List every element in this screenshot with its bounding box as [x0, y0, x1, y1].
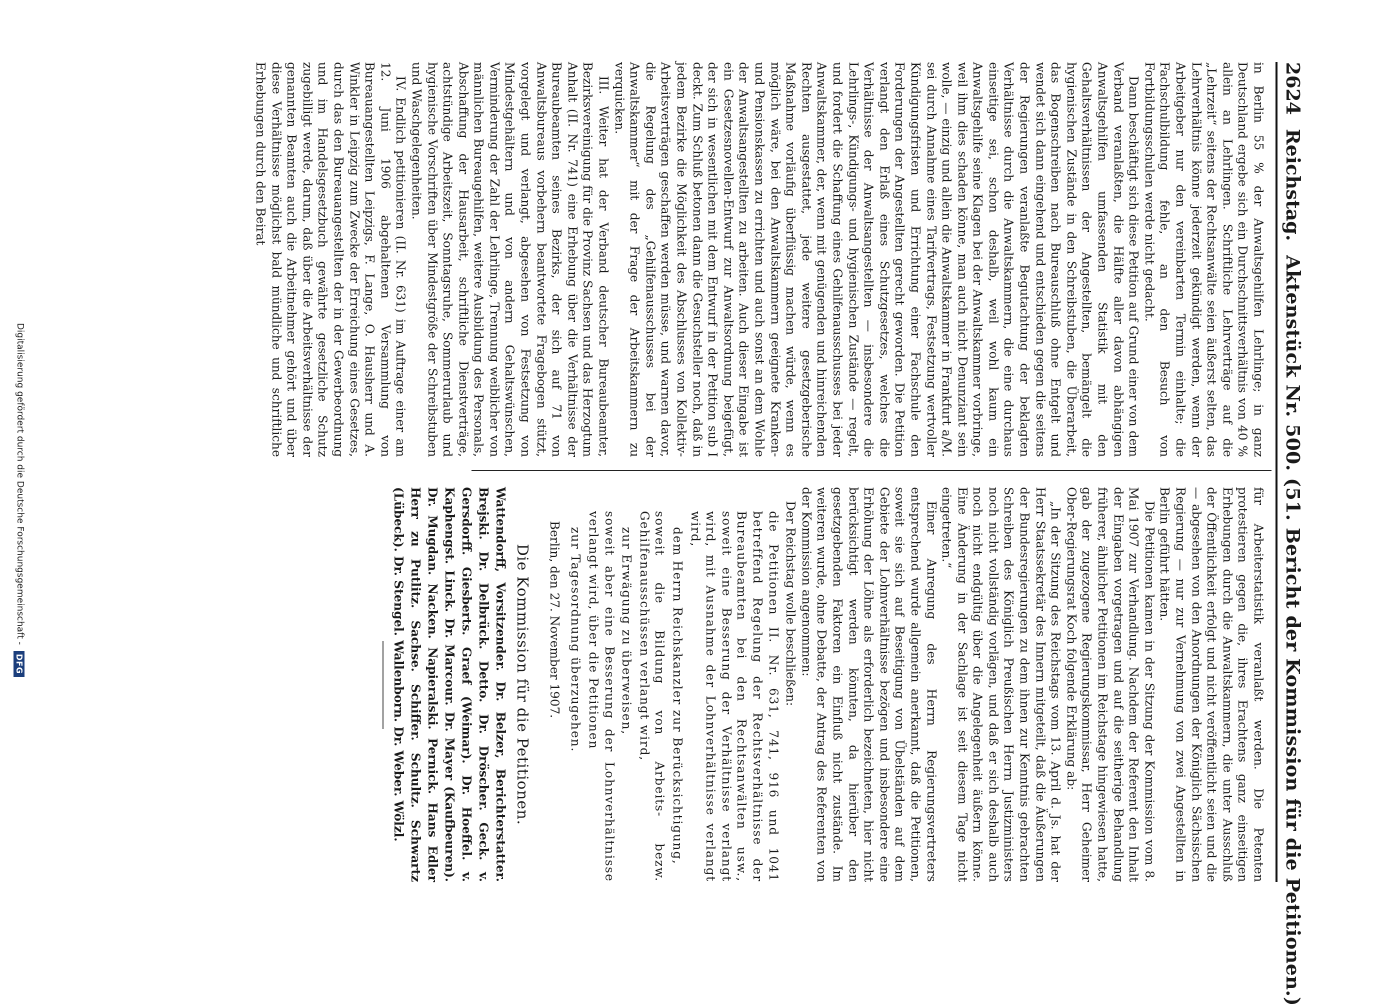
committee-title: Die Kommission für die Petitionen.: [513, 543, 532, 826]
reichstag-label: Reichstag.: [1281, 128, 1303, 242]
digitization-footer: [10, 0, 28, 1000]
right-paragraph-3: „In der Sitzung des Reichstags vom 13. April d. Js. hat der Herr Staatssekretär des Innern mitgeteilt, daß die Äußerungen der Bundesregierungen zu dem ihnen zur Kenntnis gebrachten Schreiben des Königlich Preußischen Herrn Justizministers noch nicht vollständig vorlägen, und daß er sich deshalb auch noch nicht endgültig über die Angelegenheit äußern könne. Eine Änderung in der Sachlage ist seit diesem Tage nicht eingetreten.“: [939, 487, 1063, 882]
column-divider: [471, 470, 1271, 471]
right-paragraph-1: für Arbeiterstatistik veranlaßt werden. Die Petenten protestieren gegen die, ihres Erachtens ganz einseitigen Erhebungen durch die Anwaltskammern, die unter Ausschluß der Öffentlichkeit erfolgt und nicht veröffentlicht seien und die — abgesehen von den Anordnungen der Königlich Sächsischen Regierung — nur zur Vernehmung von zwei Angestellten in Berlin geführt hätten.: [1157, 487, 1265, 882]
document-title: Aktenstück Nr. 500. (51. Bericht der Kommission für die Petitionen.): [1281, 255, 1303, 1006]
resolution-item-4: zur Erwägung zu überweisen,: [619, 527, 634, 736]
right-paragraph-4: Einer Anregung des Herrn Regierungsvertreters entsprechend wurde allgemein anerkannt, daß die Petitionen, soweit sie sich auf Beseitigung von Übelständen auf dem Gebiete der Lohnverhältnisse bezögen und insbesondere eine Erhöhung der Löhne als erforderlich bezeichneten, hier nicht berücksichtigt werden könnten, da hierüber den gesetzgebenden Faktoren ein Einfluß nicht zustände. Im weiteren wurde, ohne Debatte, der Antrag des Referenten von der Kommission angenommen:: [798, 487, 938, 882]
resolution-item-2: dem Herrn Reichskanzler zur Berücksichtigung,: [670, 527, 685, 865]
resolution-item-6: zur Tagesordnung überzugehen.: [568, 527, 583, 753]
dfg-logo: DFG: [14, 651, 25, 677]
resolution-intro: Der Reichstag wolle beschließen:: [783, 501, 798, 707]
digitization-note: Digitalisierung gefördert durch die Deutsche Forschungsgemeinschaft -: [14, 322, 24, 645]
page-number: 2624: [1281, 62, 1303, 115]
page-header: [1275, 62, 1303, 1006]
date-line: Berlin, den 27. November 1907.: [546, 521, 561, 719]
left-column: [251, 62, 1265, 457]
resolution-item-5: soweit aber eine Besserung der Lohnverhältnisse verlangt wird, über die Petitionen: [586, 511, 616, 882]
left-paragraph-3: III. Weiter hat der Verband deutscher Bureaubeamter, Bezirksvereinigung für die Provinz Sachsen und das Herzogtum Anhalt (II. Nr. 741) eine Erhebung über die Verhältnisse der Bureaubeamten seines Bezirks, der sich auf 71 von Anwaltsbureaus vorbehern beantwortete Fragebogen stützt, vorgelegt und verlangt, abgesehen von Festsetzung von Mindestgehältern und von andern Gehaltswünschen, Verminderung der Zahl der Lehrlinge, Trennung weiblicher von männlichen Bureaugehilfen, weitere Ausbildung des Personals, Abschaffung der Hausarbeit, schriftliche Dienstverträge, achtstündige Arbeitszeit, Sonntagsruhe, Sommerurlaub und hygienische Vorschriften über Mindestgröße der Schreibstuben und Waschgelegenheiten.: [408, 62, 611, 457]
resolution-item-1: die Petitionen II. Nr. 631, 741, 916 und 1041 betreffend Regelung der Rechtsverhältnisse der Bureaubeamten bei den Rechtsanwälten usw., soweit eine Besserung der Verhältnisse verlangt wird, mit Ausnahme der Lohnverhältnisse verlangt wird,: [687, 511, 780, 882]
left-paragraph-1: in Berlin 55 % der Anwaltsgehilfen Lehrlinge; in ganz Deutschland ergebe sich ein Durchschnittsverhältnis von 40 % allein an Lehrlingen. Schriftliche Lehrverträge auf die „Lehrzeit“ seitens der Rechtsanwälte seien äußerst selten, das Lehrverhältnis könne jederzeit gekündigt werden, wenn der Arbeitgeber nur den vereinbarten Termin einhalte; die Fachschulbildung fehle, an den Besuch von Fortbildungsschulen werde nicht gedacht.: [1141, 62, 1265, 457]
end-rule: [382, 641, 383, 729]
left-paragraph-2: Dann beschäftigt sich diese Petition auf Grund einer von dem Verband veranlaßten, die Hälfte aller davon abhängigen Anwaltsgehilfen umfassenden Statistik mit den Gehaltsverhältnissen der Angestellten, bemängelt die hygienischen Zustände in den Schreibstuben, die Überarbeit, das Bogenschreiben nach Bureauschluß ohne Entgelt und wendet sich dann eingehend und entschieden gegen die seitens der Regierungen veranlaßte Begutachtung der beklagten Verhältnisse durch die Anwaltskammern, die eine durchaus einseitige sei, schon deshalb, weil wohl kaum ein Anwaltsgehilfe seine Klagen bei der Anwaltskammer vorbringe, weil ihm dies schaden könne, man auch nicht Denunziant sein wolle, — einzig und allein die Anwaltskammer in Frankfurt a/M. sei durch Annahme eines Tarifvertrags, Festsetzung wertvoller Kündigungsfristen und Errichtung einer Fachschule den Forderungen der Angestellten gerecht geworden. Die Petition verlangt den Erlaß eines Schutzgesetzes, welches die Verhältnisse der Anwaltsangestellten — insbesondere die Lehrlings-, Kündigungs- und hygienischen Zustände — regelt, und fordert die Schaffung eines Gehilfenausschusses bei jeder Anwaltskammer, der, wenn mit genügenden und hinreichenden Rechten ausgestattet, jede weitere gesetzgeberische Maßnahme vorläufig überflüssig machen würde, wenn es möglich wäre, bei den Anwaltskammern geeignete Kranken- und Pensionskassen zu errichten und auch sonst an dem Wohle der Anwaltsangestellten zu arbeiten. Auch dieser Eingabe ist ein Gesetzesnovellen-Entwurf zur Anwaltsordnung beigefügt, der sich in wesentlichen mit dem Entwurf in der Petition sub I deckt. Zum Schluß betonen dann die Gesuchsteller noch, daß in jedem Bezirke die Möglichkeit des Abschlusses von Kollektiv-Arbeitsverträgen geschaffen werden müsse, und warnen davor, die Regelung des „Gehilfenausschusses bei der Anwaltskammer“ mit der Frage der Arbeitskammern zu verquicken.: [611, 62, 1141, 457]
right-paragraph-2: Die Petitionen kamen in der Sitzung der Kommission vom 8. Mai 1907 zur Verhandlung. Nachdem der Referent den Inhalt der Eingaben vorgetragen und auf die seitherige Behandlung früherer, ähnlicher Petitionen im Reichstage hingewiesen hatte, gab der zugezogene Regierungskommissar, Herr Geheimer Ober-Regierungsrat Koch folgende Erklärung ab:: [1063, 487, 1156, 882]
left-paragraph-4: IV. Endlich petitionieren (II. Nr. 631) im Auftrage einer am 12. Juni 1906 abgehaltenen Versammlung von Bureauangestellten Leipzigs, F. Lange, O. Hausherr und A. Winkler in Leipzig zum Zwecke der Erreichung eines Gesetzes, durch das den Bureauangestellten der in der Gewerbeordnung und im Handelsgesetzbuch gewährte gesetzliche Schutz zugebilligt werde, darum, daß über die Arbeitsverhältnisse der genannten Beamten auch die Arbeitnehmer gehört und über diese Verhältnisse möglichst bald mündliche und schriftliche Erhebungen durch den Beirat: [253, 62, 408, 457]
committee-members: Wattendorff, Vorsitzender. Dr. Belzer, Berichterstatter. Brejski. Dr. Delbrück. Detto. Dr. Dröscher. Geck. v. Gersdorff. Giesberts. Graef (Weimar). Dr. Hoeffel. v. Kaphengst. Linck. Dr. Marcour. Dr. Mayer (Kaufbeuren). Dr. Mugdan. Nacken. Napieralski. Pernick. Hans Edler Herr zu Putlitz. Sachse. Schiffer. Schultz. Schwartz (Lübeck). Dr. Stengel. Wallenborn. Dr. Weber. Wölzl.: [390, 487, 507, 882]
right-column: [382, 487, 1265, 882]
resolution-item-3: soweit die Bildung von Arbeits- bezw. Gehilfenausschüssen verlangt wird,: [636, 511, 667, 882]
